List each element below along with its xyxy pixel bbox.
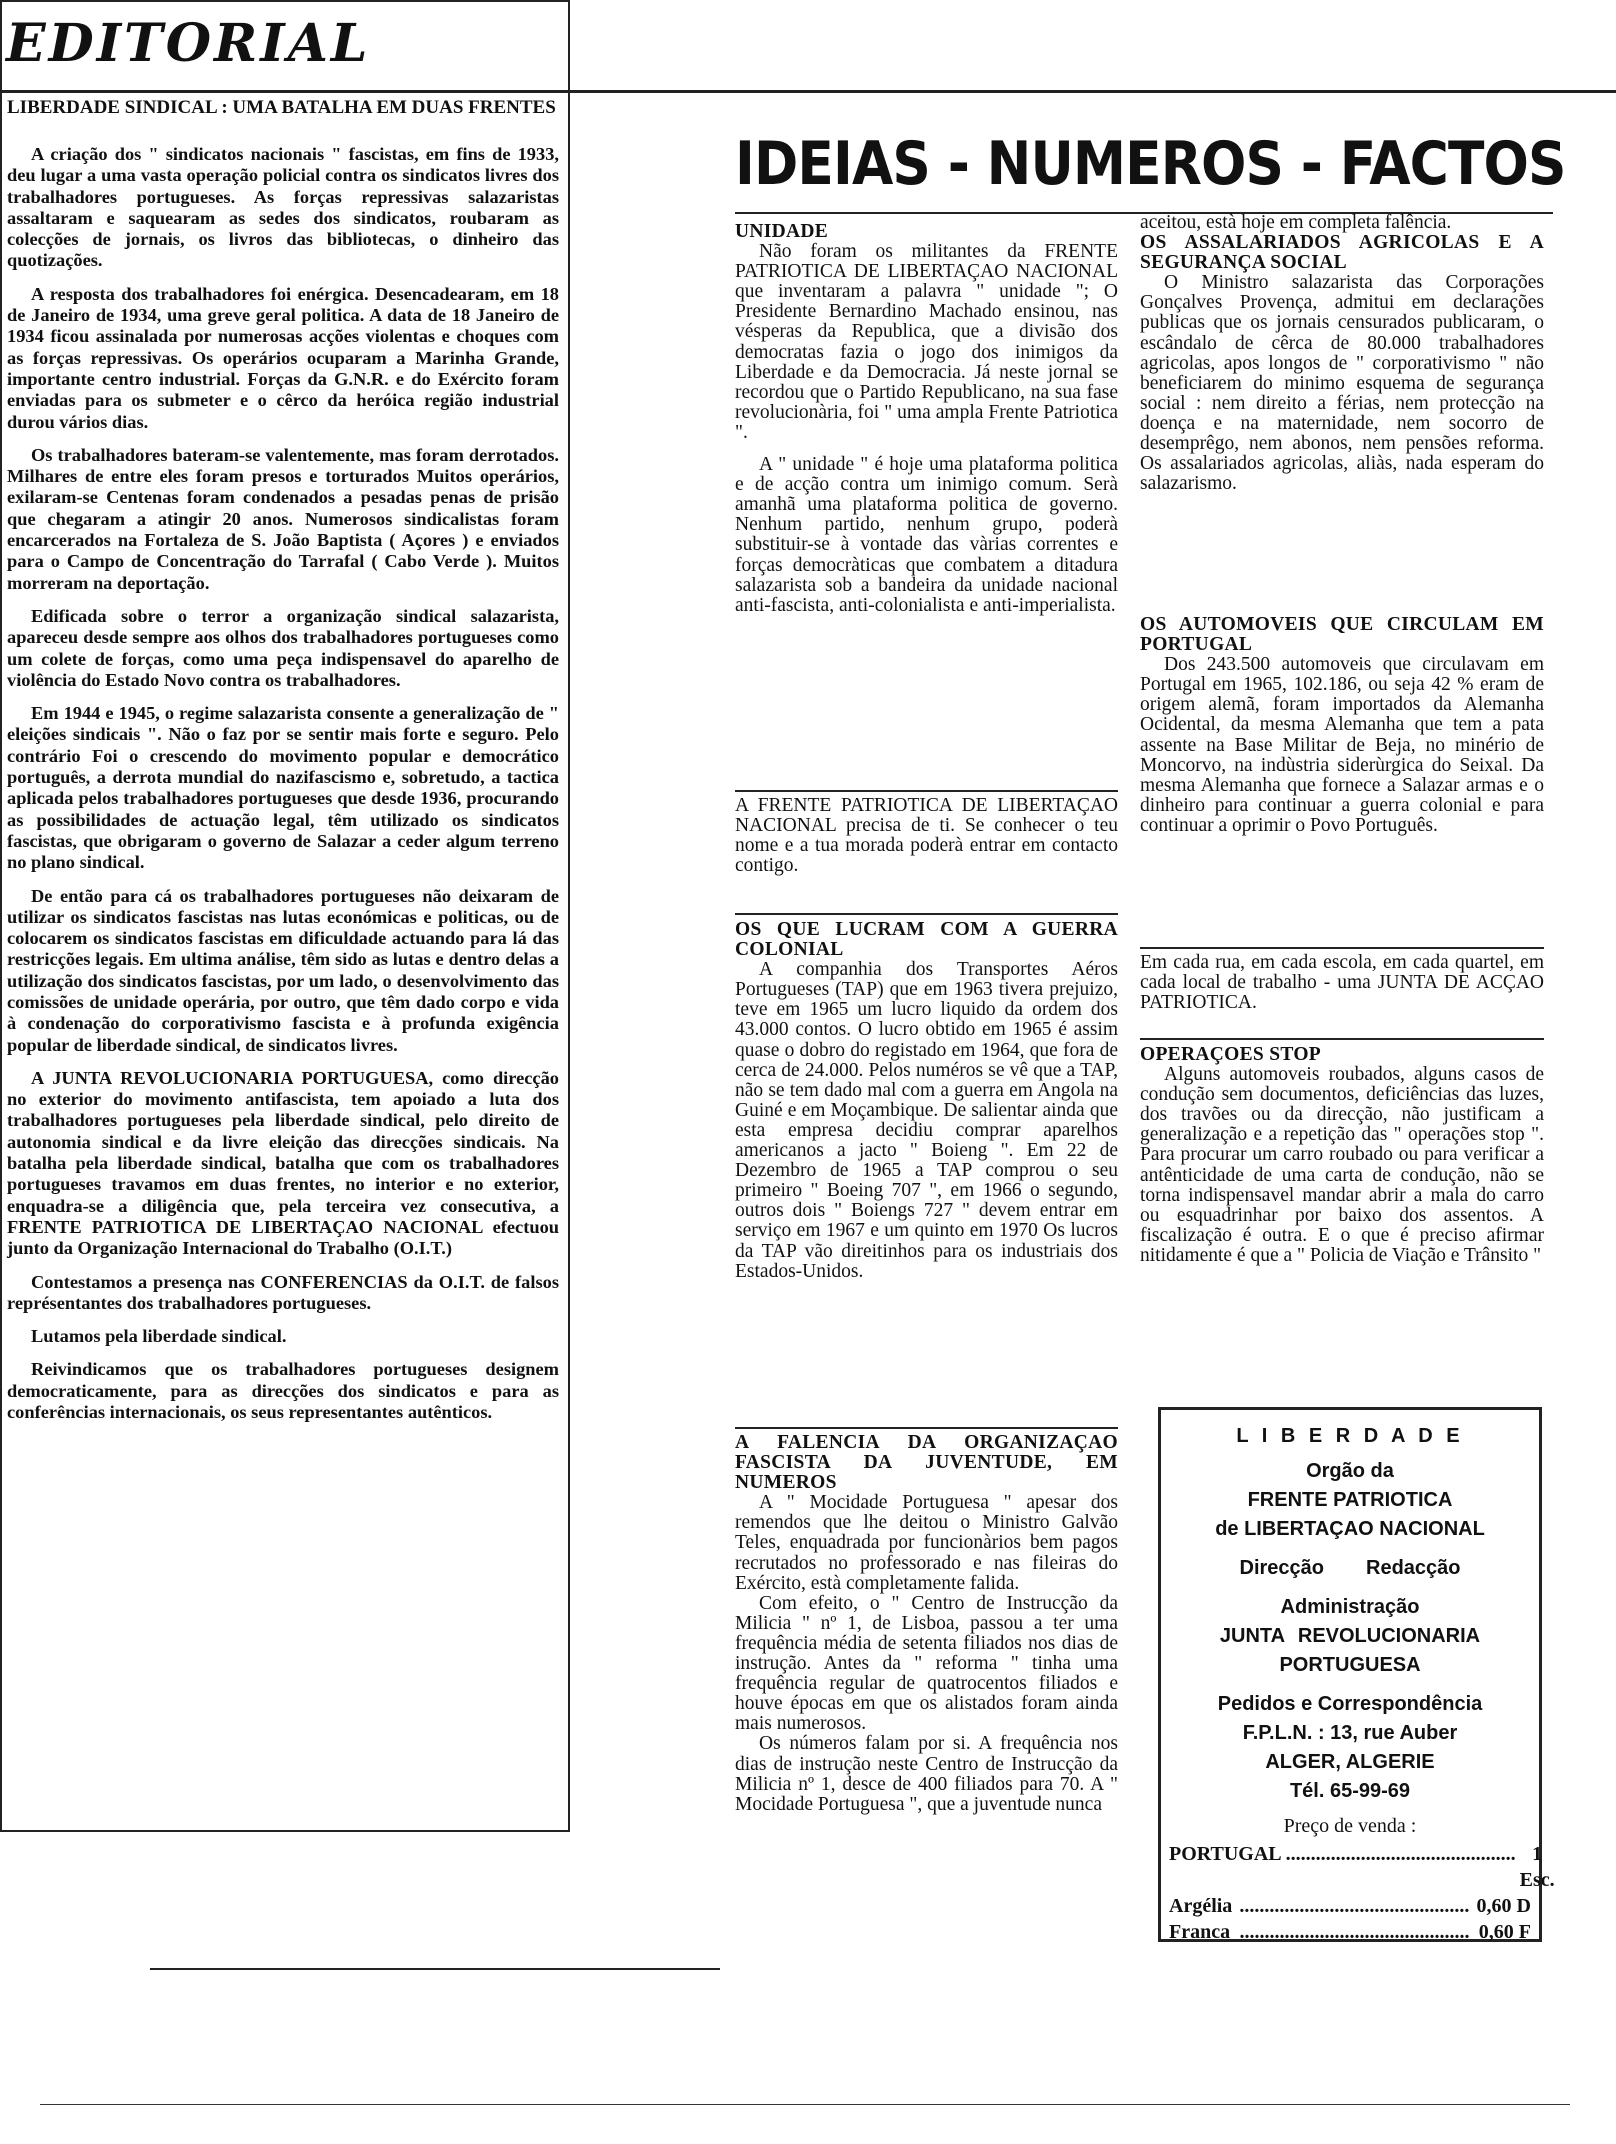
editorial-paragraph: A criação dos " sindicatos nacionais " fascistas, em fins de 1933, deu lugar a uma vasta operação policial contra os sindicatos livres dos trabalhadores portugueses. As forças repressivas salazaristas assaltaram e saquearam as sedes dos sindicatos, roubaram as colecções de jornais, os livros das bibliotecas, o dinheiro das quotizações. [7, 144, 559, 271]
price-value: 0,60 F [1478, 1921, 1531, 1943]
masthead-phone: Tél. 65-99-69 [1289, 1780, 1411, 1802]
editorial-rule [0, 90, 1616, 93]
masthead-box [1158, 1407, 1555, 1943]
editorial-text [7, 97, 559, 1435]
unidade-article [735, 222, 1118, 772]
editorial-paragraph: Em 1944 e 1945, o regime salazarista consente a generalização de " eleições sindicais ". Não o faz por se sentir mais forte e seguro. Pelo contrário Foi o crescendo do movimento popular e democrático português, a derrota mundial do nazifascismo e, sobretudo, a tactica aplicada pelos trabalhadores portugueses que desde 1936, procurando as possibilidades de actuação legal, têm utilizado os sindicatos fascistas, que obrigaram o governo de Salazar a ceder algum terreno no plano sindical. [7, 703, 559, 873]
junta-notice [1140, 953, 1544, 1038]
masthead-line: JUNTA REVOLUCIONARIA [1219, 1625, 1481, 1647]
unidade-paragraph: A " unidade " é hoje uma plataforma politica e de acção contra um inimigo comum. Serà amanhã uma plataforma politica de governo. Nenhum partido, nenhum grupo, poderà substituir-se à vontade das vàrias correntes e forças democràticas que combatem a ditadura salazarista sob a bandeira da unidade nacional anti-fascista, anti-colonialista e anti-imperialista. [735, 454, 1118, 616]
falencia-paragraph: A " Mocidade Portuguesa " apesar dos remendos que lhe deitou o Ministro Galvão Teles, enquadrada por funcionàrios bem pagos recrutados no professorado e nas fileiras do Exército, està completamente falida. [735, 1492, 1118, 1594]
automoveis-heading: OS AUTOMOVEIS QUE CIRCULAM EM PORTUGAL [1140, 614, 1544, 656]
stop-heading: OPERAÇOES STOP [1140, 1044, 1322, 1065]
price-row: PORTUGAL .............................................. 1 Esc. [1169, 1843, 1555, 1891]
price-title: Preço de venda : [1283, 1815, 1417, 1837]
continued-text: aceitou, està hoje em completa falência. [1140, 212, 1452, 233]
masthead-line: Orgão da [1306, 1460, 1394, 1482]
fpln-notice-text: A FRENTE PATRIOTICA DE LIBERTAÇAO NACIONAL precisa de ti. Se conhecer o teu nome e a tua morada poderà entrar em contacto contigo. [735, 795, 1118, 877]
editorial-paragraph: Lutamos pela liberdade sindical. [31, 1326, 287, 1347]
assalariados-article [1140, 213, 1544, 643]
junta-notice-text: Em cada rua, em cada escola, em cada quartel, em cada local de trabalho - uma JUNTA DE ACÇAO PATRIOTICA. [1140, 952, 1544, 1014]
fpln-notice [735, 796, 1118, 906]
masthead-line: Pedidos e Correspondência [1217, 1693, 1483, 1715]
price-country: PORTUGAL [1169, 1843, 1282, 1865]
editorial-paragraph: Edificada sobre o terror a organização sindical salazarista, apareceu desde sempre aos olhos dos trabalhadores portugueses como um colete de forças, como uma peça indispensavel do aparelho de violência do Estado Novo contra os trabalhadores. [7, 605, 559, 690]
stop-article [1140, 1045, 1544, 1385]
masthead-address: ALGER, ALGERIE [1265, 1751, 1435, 1773]
masthead-line: de LIBERTAÇAO NACIONAL [1215, 1518, 1485, 1540]
price-value: 1 Esc. [1519, 1843, 1555, 1891]
price-row: Franca .............................................. 0,60 F [1169, 1921, 1531, 1943]
lucram-article [735, 920, 1118, 1422]
automoveis-article [1140, 615, 1544, 945]
editorial-headline: LIBERDADE SINDICAL : UMA BATALHA EM DUAS FRENTES [7, 97, 556, 118]
editorial-paragraph: Reivindicamos que os trabalhadores portugueses designem democraticamente, para as direcções dos sindicatos e para as conferências internacionais, os seus representantes autênticos. [7, 1359, 559, 1423]
column-rule [735, 1427, 1118, 1429]
column-rule [735, 790, 1118, 792]
masthead-line: PORTUGUESA [1279, 1654, 1421, 1676]
editorial-title: EDITORIAL [6, 13, 371, 74]
falencia-heading: A FALENCIA DA ORGANIZAÇAO FASCISTA DA JUVENTUDE, EM NUMEROS [735, 1432, 1118, 1494]
editorial-bottom-rule [150, 1968, 720, 1970]
price-value: 0,60 D [1476, 1895, 1531, 1917]
masthead-line: FRENTE PATRIOTICA [1247, 1489, 1453, 1511]
editorial-box [0, 0, 570, 1832]
automoveis-paragraph: Dos 243.500 automoveis que circulavam em Portugal em 1965, 102.186, ou seja 42 % eram de origem alemã, foram importados da Alemanha Ocidental, da mesma Alemanha que tem a pata assente na Base Militar de Beja, no minério de Moncorvo, na indùstria siderùrgica do Seixal. Da mesma Alemanha que fornece a Salazar armas e o dinheiro para continuar a guerra colonial e para continuar a oprimir o Povo Português. [1140, 654, 1544, 836]
page-bottom-rule [40, 2104, 1570, 2105]
price-country: Franca [1169, 1921, 1231, 1943]
assalariados-heading: OS ASSALARIADOS AGRICOLAS E A SEGURANÇA SOCIAL [1140, 232, 1544, 274]
assalariados-paragraph: O Ministro salazarista das Corporações Gonçalves Provença, admitui em declarações publicas que os jornais censurados publicaram, o escândalo de cêrca de 80.000 trabalhadores agricolas, apos longos de " corporativismo " não beneficiarem do minimo esquema de segurança social : nem direito a férias, nem protecção na doença e na maternidade, nem socorro de desemprêgo, nem abonos, nem pensões reforma. Os assalariados agricolas, aliàs, nada esperam do salazarismo. [1140, 272, 1544, 495]
editorial-paragraph: A JUNTA REVOLUCIONARIA PORTUGUESA, como direcção no exterior do movimento antifascista, tem apoiado a luta dos trabalhadores portugueses pela liberdade sindical, pelo direito de autonomia sindical e da livre eleição das direcções sindicais. Na batalha pela liberdade sindical, batalha que com os trabalhadores portugueses travamos em duas frentes, no interior e no exterior, enquadra-se a diligência que, pela terceira vez consecutiva, a FRENTE PATRIOTICA DE LIBERTAÇAO NACIONAL efectuou junto da Organização Internacional do Trabalho (O.I.T.) [7, 1067, 559, 1259]
lucram-paragraph: A companhia dos Transportes Aéros Portugueses (TAP) que em 1963 tivera prejuizo, teve em 1965 um lucro liquido da ordem dos 43.000 contos. O lucro obtido em 1965 é assim quase o dobro do registado em 1964, que fora de cerca de 24.000. Pelos numéros se vê que a TAP, não se tem dado mal com a guerra em Angola na Guiné e em Moçambique. De salientar ainda que esta empresa decidiu comprar aparelhos americanos a jacto " Boieng ". Em 22 de Dezembro de 1965 a TAP comprou o seu primeiro " Boeing 707 ", em 1966 o segundo, outros dois " Boiengs 727 " devem entrar em serviço em 1967 e um quinto em 1970 Os lucros da TAP vão direitinhos para os industriais dos Estados-Unidos. [735, 959, 1118, 1282]
unidade-heading: UNIDADE [735, 221, 829, 242]
unidade-paragraph: Não foram os militantes da FRENTE PATRIOTICA DE LIBERTAÇAO NACIONAL que inventaram a palavra " unidade "; O Presidente Bernardino Machado ensinou, nas vésperas da Republica, que a divisão dos democratas fazia o jogo dos inimigos da Liberdade e da Democracia. Já neste jornal se recordou que o Partido Republicano, na sua fase revolucionària, foi " uma ampla Frente Patriotica ". [735, 241, 1118, 443]
column-rule [735, 913, 1118, 915]
banner-title: IDEIAS - NUMEROS - FACTOS [735, 129, 1566, 199]
editorial-paragraph: Contestamos a presença nas CONFERENCIAS da O.I.T. de falsos représentantes dos trabalhadores portugueses. [7, 1271, 559, 1313]
column-rule [1140, 1038, 1544, 1040]
price-row: Argélia .............................................. 0,60 D [1169, 1895, 1531, 1917]
editorial-paragraph: A resposta dos trabalhadores foi enérgica. Desencadearam, em 18 de Janeiro de 1934, uma greve geral politica. A data de 18 Janeiro de 1934 ficou assinalada por numerosas acções violentas e choques com as forças repressivas. Os operários ocuparam a Marinha Grande, importante centro industrial. Forças da G.N.R. e do Exército foram enviadas para os submeter e o cêrco da heróica região industrial durou vários dias. [7, 283, 559, 432]
editorial-paragraph: Os trabalhadores bateram-se valentemente, mas foram derrotados. Milhares de entre eles foram presos e torturados Muitos operários, exilaram-se Centenas foram condenados a pesadas penas de prisão que chegaram a atingir 20 anos. Numerosos sindicalistas foram encarcerados na Fortaleza de S. João Baptista ( Açores ) e enviados para o Campo de Concentração do Tarrafal ( Cabo Verde ). Muitos morreram na deportação. [7, 444, 559, 593]
falencia-article [735, 1433, 1118, 1965]
masthead-address: F.P.L.N. : 13, rue Auber [1242, 1722, 1458, 1744]
editorial-paragraph: De então para cá os trabalhadores portugueses não deixaram de utilizar os sindicatos fascistas nas lutas económicas e politicas, ou de colocarem os sindicatos fascistas em dificuldade actuando para lá das restricções legais. Em ultima análise, têm sido as lutas e dentro delas a utilização dos sindicatos fascistas, por um lado, o desenvolvimento das comissões de unidade operária, por outro, que têm dado corpo e vida à condenação do corporativismo fascista e à profunda exigência popular de liberdade sindical, de sindicatos livres. [7, 885, 559, 1055]
masthead-direccao: Direcção [1239, 1557, 1324, 1579]
stop-paragraph: Alguns automoveis roubados, alguns casos de condução sem documentos, deficiências das luzes, dos travões ou da direcção, não justificam a generalização e a repetição das " operações stop ". Para procurar um carro roubado ou para verificar a antênticidade de uma carta de condução, não se torna indispensavel mandar abrir a mala do carro ou esquadrinhar por baixo dos assentos. A fiscalização é outra. E o que é preciso afirmar nitidamente é que a " Policia de Viação e Trânsito " [1140, 1064, 1544, 1266]
falencia-paragraph: Os números falam por si. A frequência nos dias de instrução neste Centro de Instrucção da Milicia nº 1, desce de 400 filiados para 70. A " Mocidade Portuguesa ", que a juventude nunca [735, 1733, 1118, 1815]
masthead-name: L I B E R D A D E [1236, 1425, 1464, 1447]
column-rule [1140, 947, 1544, 949]
falencia-paragraph: Com efeito, o " Centro de Instrucção da Milicia " nº 1, de Lisboa, passou a ter uma frequência média de setenta filiados nos dias de instrução. Antes da " reforma " tinha uma frequência regular de quatrocentos filiados e houve épocas em que os alistados foram ainda mais numerosos. [735, 1592, 1118, 1735]
masthead-redaccao: Redacção [1366, 1557, 1461, 1579]
lucram-heading: OS QUE LUCRAM COM A GUERRA COLONIAL [735, 919, 1118, 961]
masthead-line: Administração [1280, 1596, 1420, 1618]
price-country: Argélia [1169, 1895, 1233, 1917]
